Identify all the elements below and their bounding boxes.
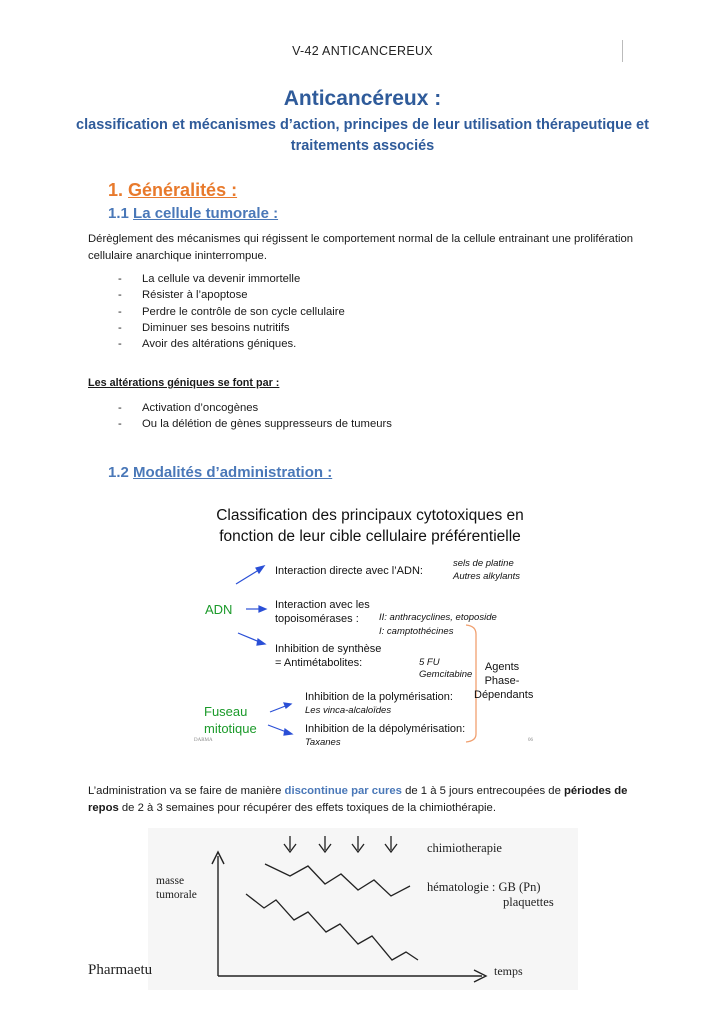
topo-label-line1: Interaction avec les [275,599,370,611]
graph-plaquettes-label: plaquettes [503,895,554,909]
administration-paragraph [88,783,648,816]
list-item: - Résister à l’apoptose [118,287,518,303]
fuseau-line1: Fuseau [204,704,248,719]
inhib-label-line1: Inhibition de synthèse [275,643,382,655]
agents-line1: Agents [484,661,520,673]
list-item: - Activation d’oncogènes [118,400,518,416]
phase-dependent-label [474,660,534,702]
ylabel-line1: masse [156,875,185,887]
list-item: - Perdre le contrôle de son cycle cellulaire [118,304,518,320]
arrow-head [256,566,264,573]
taxanes-label: Taxanes [305,737,341,748]
admin-highlight: discontinue par cures [284,785,402,797]
autres-alkylants-label: Autres alkylants [453,571,521,582]
arrow-head [257,639,265,645]
sels-platine-label: sels de platine [453,558,514,569]
list-item: - La cellule va devenir immortelle [118,271,518,287]
section-1-2-number: 1.2 [108,464,129,481]
diagram-title: Classification des principaux cytotoxiques en fonction de leur cible cellulaire préférentielle [216,507,524,545]
inhib-label-line2: = Antimétabolites: [275,657,363,669]
admin-text-1: L’administration va se faire de manière [88,785,285,797]
agents-line3: Dépendants [474,689,534,701]
footer-text: Pharmaetu [88,962,153,978]
admin-text-3: de 2 à 3 semaines pour récupérer des effets toxiques de la chimiothérapie. [118,801,496,814]
intro-paragraph: Dérèglement des mécanismes qui régissent le comportement normal de la cellule entrainant une prolifération cellulaire anarchique ininterrompue. [88,233,634,262]
page-header: V-42 ANTICANCEREUX [292,44,433,58]
vinca-label: Les vinca-alcaloïdes [305,705,392,716]
gemcitabine-label: Gemcitabine [419,669,473,680]
admin-bold: périodes de repos [88,785,628,814]
polymerisation-label: Inhibition de la polymérisation: [305,691,453,703]
fuseau-target-label [204,703,257,737]
agents-line2: Phase- [484,675,520,687]
fu5-label: 5 FU [419,657,440,668]
graph-xlabel: temps [494,964,523,978]
topo-ii-label: II: anthracyclines, etoposide [379,612,497,623]
list-item: - Diminuer ses besoins nutritifs [118,320,518,336]
section-1-1-label: La cellule tumorale : [133,205,279,222]
graph-chimio-label: chimiotherapie [427,841,502,855]
adn-target-label: ADN [205,602,233,617]
alterations-label: Les altérations géniques se font par : [88,377,280,389]
diagram-footnote-right: 06 [528,738,533,743]
topo-i-label: I: camptothécines [379,626,454,637]
page-subtitle: classification et mécanismes d’action, principes de leur utilisation thérapeutique et traitements associés [76,117,649,154]
graph-hemato-label: hématologie : GB (Pn) [427,880,541,894]
section-1-2-label: Modalités d’administration : [133,464,333,481]
list-item: - Ou la délétion de gènes suppresseurs de tumeurs [118,416,518,432]
section-1-1-number: 1.1 [108,205,129,222]
depolymerisation-label: Inhibition de la dépolymérisation: [305,723,466,735]
ylabel-line2: tumorale [156,889,197,901]
interaction-adn-label: Interaction directe avec l’ADN: [275,565,423,577]
section-1-number: 1. [108,180,124,200]
section-1-label: Généralités : [128,180,238,200]
topo-label-line2: topoisomérases : [275,613,359,625]
graph-ylabel [156,874,197,902]
arrow-head [284,703,291,708]
arrow-head [259,606,266,612]
admin-text-2: de 1 à 5 jours entrecoupées de [401,785,564,797]
arrow-head [284,729,292,735]
fuseau-line2: mitotique [204,721,257,736]
list-item: - Avoir des altérations géniques. [118,336,518,352]
page-title: Anticancéreux : [283,87,442,110]
diagram-footnote-left: DARMA [194,738,213,743]
